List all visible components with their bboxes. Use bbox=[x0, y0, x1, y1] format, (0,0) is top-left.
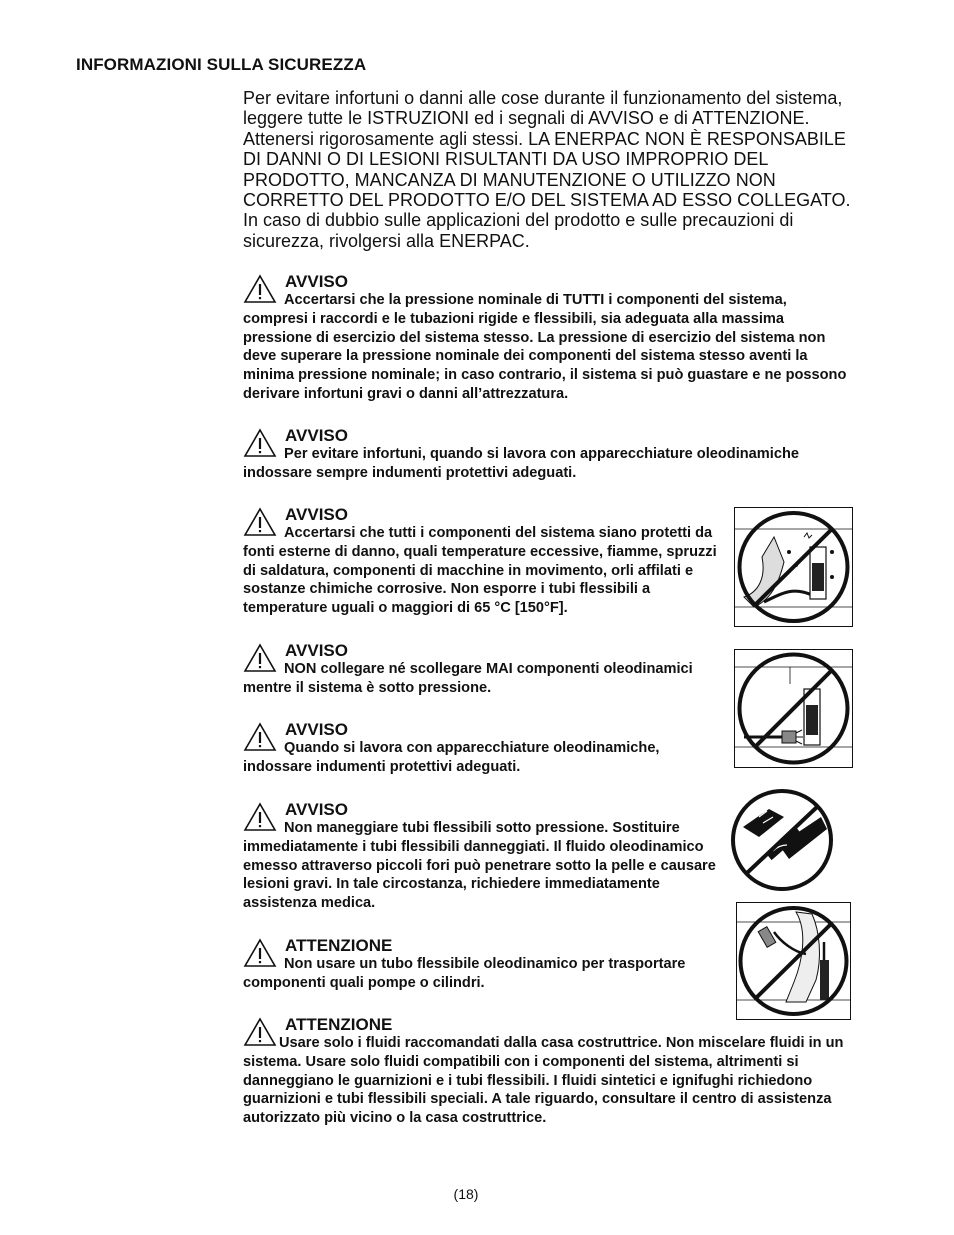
warning-block bbox=[243, 272, 851, 404]
warning-text: Non usare un tubo flessibile oleodinamico per trasportare componenti quali pompe o cilindri. bbox=[243, 956, 686, 991]
warning-heading: AVVISO bbox=[285, 272, 348, 291]
warning-heading: ATTENZIONE bbox=[285, 1015, 393, 1034]
warning-block bbox=[243, 426, 853, 483]
intro-paragraph: Per evitare infortuni o danni alle cose durante il funzionamento del sistema, leggere tutte le ISTRUZIONI ed i segnali di AVVISO e di ATTENZIONE. Attenersi rigorosamente agli stessi. LA ENERPAC NON È RESPONSABILE DI DANNI O DI LESIONI RISULTANTI DA USO IMPROPRIO DEL PRODOTTO, MANCANZA DI MANUTENZIONE O UTILIZZO NON CORRETTO DEL PRODOTTO E/O DEL SISTEMA AD ESSO COLLEGATO. In caso di dubbio sulle applicazioni del prodotto e sulle precauzioni di sicurezza, rivolgersi alla ENERPAC. bbox=[243, 88, 851, 251]
warning-triangle-icon bbox=[243, 643, 277, 673]
prohibited-hose-near-sparks-icon bbox=[734, 507, 853, 627]
warning-block bbox=[243, 800, 719, 913]
prohibited-carry-by-hose-icon bbox=[736, 902, 851, 1020]
warning-text: Accertarsi che la pressione nominale di TUTTI i componenti del sistema, compresi i raccordi e le tubazioni rigide e flessibili, sia adeguata alla massima pressione di esercizio del sistema stesso. La pressione di esercizio del sistema non deve superare la pressione nominale dei componenti del sistema stesso aventi la minima pressione nominale; in caso contrario, il sistema si può guastare e ne possono derivare infortuni gravi o danni all’attrezzatura. bbox=[243, 292, 847, 402]
warning-block bbox=[243, 505, 727, 618]
warning-block bbox=[243, 641, 727, 698]
warning-heading: ATTENZIONE bbox=[285, 936, 393, 955]
warning-text: Usare solo i fluidi raccomandati dalla casa costruttrice. Non miscelare fluidi in un sistema. Usare solo fluidi compatibili con i componenti del sistema, altrimenti si danneggiano le guarnizioni e i tubi flessibili. I fluidi sintetici e ignifughi richiedono guarnizioni e tubi flessibili speciali. A tale riguardo, consultare il centro di assistenza autorizzato più vicino o la casa costruttrice. bbox=[243, 1035, 844, 1127]
warning-triangle-icon bbox=[243, 1017, 277, 1047]
warning-text: NON collegare né scollegare MAI componenti oleodinamici mentre il sistema è sotto pressione. bbox=[243, 661, 693, 696]
warning-triangle-icon bbox=[243, 507, 277, 537]
warning-heading: AVVISO bbox=[285, 720, 348, 739]
warning-block bbox=[243, 936, 723, 993]
warning-text: Accertarsi che tutti i componenti del sistema siano protetti da fonti esterne di danno, quali temperature eccessive, fiamme, spruzzi di saldatura, componenti di macchine in movimento, orli affilati e sostanze chimiche corrosive. Non esporre i tubi flessibili a temperature uguali o maggiori di 65 °C [150°F]. bbox=[243, 525, 717, 617]
page-number: (18) bbox=[453, 1186, 479, 1202]
warning-heading: AVVISO bbox=[285, 505, 348, 524]
warning-heading: AVVISO bbox=[285, 426, 348, 445]
warning-text: Quando si lavora con apparecchiature oleodinamiche, indossare indumenti protettivi adeguati. bbox=[243, 740, 660, 775]
warning-block bbox=[243, 720, 723, 777]
section-title: INFORMAZIONI SULLA SICUREZZA bbox=[76, 55, 367, 74]
warning-triangle-icon bbox=[243, 274, 277, 304]
warning-triangle-icon bbox=[243, 802, 277, 832]
prohibited-disconnect-under-pressure-icon bbox=[734, 649, 853, 768]
warning-text: Per evitare infortuni, quando si lavora con apparecchiature oleodinamiche indossare sempre indumenti protettivi adeguati. bbox=[243, 446, 799, 481]
warning-triangle-icon bbox=[243, 722, 277, 752]
warning-triangle-icon bbox=[243, 428, 277, 458]
warning-text: Non maneggiare tubi flessibili sotto pressione. Sostituire immediatamente i tubi flessibili danneggiati. Il fluido oleodinamico emesso attraverso piccoli fori può penetrare sotto la pelle e causare lesioni gravi. In tale circostanza, richiedere immediatamente assistenza medica. bbox=[243, 820, 716, 912]
warning-triangle-icon bbox=[243, 938, 277, 968]
warning-block bbox=[243, 1015, 855, 1128]
prohibited-handling-pressurized-hose-icon bbox=[729, 787, 835, 893]
warning-heading: AVVISO bbox=[285, 641, 348, 660]
warning-heading: AVVISO bbox=[285, 800, 348, 819]
